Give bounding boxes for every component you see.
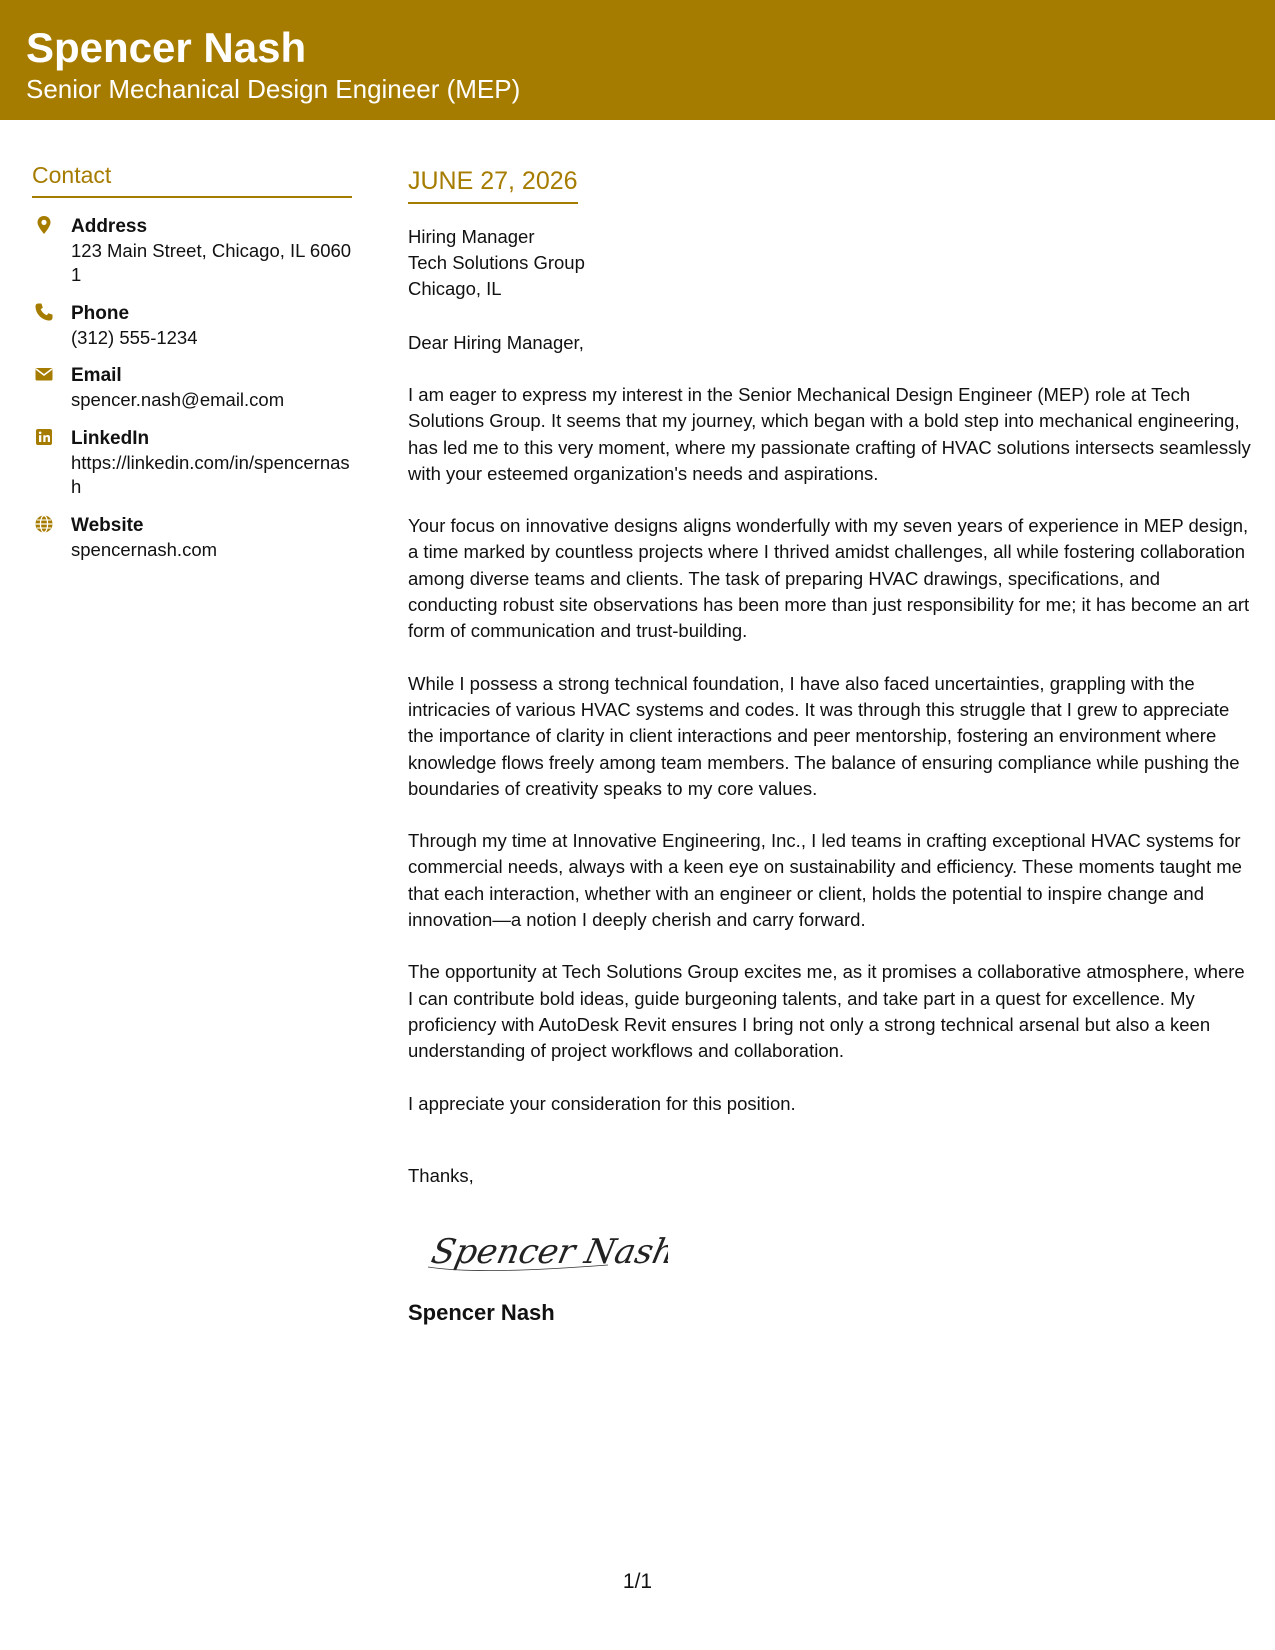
contact-website [32, 513, 352, 563]
signature-image [408, 1215, 1253, 1285]
phone-label: Phone [71, 302, 130, 324]
contact-heading: Contact [32, 162, 352, 198]
paragraph: I appreciate your consideration for this position. [408, 1092, 796, 1114]
contact-phone [32, 301, 352, 351]
contact-address [32, 214, 352, 288]
svg-text:Spencer Nash: Spencer Nash [427, 1232, 668, 1272]
applicant-name: Spencer Nash [26, 24, 307, 71]
paragraph: Your focus on innovative designs aligns wonderfully with my seven years of experience in MEP design, a time marked by countless projects where I thrived amidst challenges, all while fostering collaboration among diverse teams and clients. The task of preparing HVAC drawings, specifications, and conducting robust site observations has been more than just responsibility for me; it has become an art form of communication and trust-building. [408, 515, 1250, 642]
address-value: 123 Main Street, Chicago, IL 60601 [71, 239, 352, 286]
phone-icon [34, 302, 54, 322]
linkedin-label: LinkedIn [71, 427, 150, 449]
paragraph: While I possess a strong technical foundation, I have also faced uncertainties, grappling with the intricacies of various HVAC systems and codes. It was through this struggle that I grew to appreciate the importance of clarity in client interactions and peer mentorship, fostering an environment where knowledge flows freely among team members. The balance of ensuring compliance while pushing the boundaries of creativity speaks to my core values. [408, 672, 1240, 799]
email-label: Email [71, 365, 122, 387]
header-banner [0, 0, 1275, 120]
applicant-title: Senior Mechanical Design Engineer (MEP) [26, 74, 521, 104]
envelope-icon [34, 364, 54, 384]
letter-body [408, 166, 1253, 1327]
recipient-line: Tech Solutions Group [408, 252, 585, 273]
paragraph: Through my time at Innovative Engineering, Inc., I led teams in crafting exceptional HVAC systems for commercial needs, always with a keen eye on sustainability and efficiency. These moments taught me that each interaction, whether with an engineer or client, holds the potential to inspire change and innovation—a notion I deeply cherish and carry forward. [408, 830, 1242, 931]
paragraph: The opportunity at Tech Solutions Group excites me, as it promises a collaborative atmosphere, where I can contribute bold ideas, guide burgeoning talents, and take part in a quest for excellence. My proficiency with AutoDesk Revit ensures I bring not only a strong technical arsenal but also a keen understanding of project workflows and collaboration. [408, 961, 1245, 1062]
map-pin-icon [34, 215, 54, 235]
email-value: spencer.nash@email.com [71, 389, 285, 411]
letter-date: JUNE 27, 2026 [408, 166, 578, 204]
handwritten-signature [408, 1215, 668, 1285]
linkedin-value: https://linkedin.com/in/spencernash [71, 451, 350, 498]
recipient-line: Hiring Manager [408, 226, 535, 247]
contact-email [32, 363, 352, 413]
phone-value: (312) 555-1234 [71, 326, 198, 348]
recipient-line: Chicago, IL [408, 278, 502, 299]
paragraph: I am eager to express my interest in the Senior Mechanical Design Engineer (MEP) role at Tech Solutions Group. It seems that my journey, which began with a bold step into mechanical engineering, has led me to this very moment, where my passionate crafting of HVAC solutions intersects seamlessly with your esteemed organization's needs and aspirations. [408, 384, 1251, 484]
signer-name: Spencer Nash [408, 1299, 555, 1325]
page-number: 1/1 [622, 1570, 653, 1593]
website-value: spencernash.com [71, 538, 218, 560]
address-label: Address [71, 215, 148, 237]
contact-sidebar [32, 162, 352, 575]
website-label: Website [71, 514, 144, 536]
closing: Thanks, [408, 1164, 474, 1186]
contact-linkedin [32, 426, 352, 500]
recipient-block [408, 224, 1253, 302]
salutation: Dear Hiring Manager, [408, 332, 584, 353]
globe-icon [34, 514, 54, 534]
linkedin-icon [34, 427, 54, 447]
